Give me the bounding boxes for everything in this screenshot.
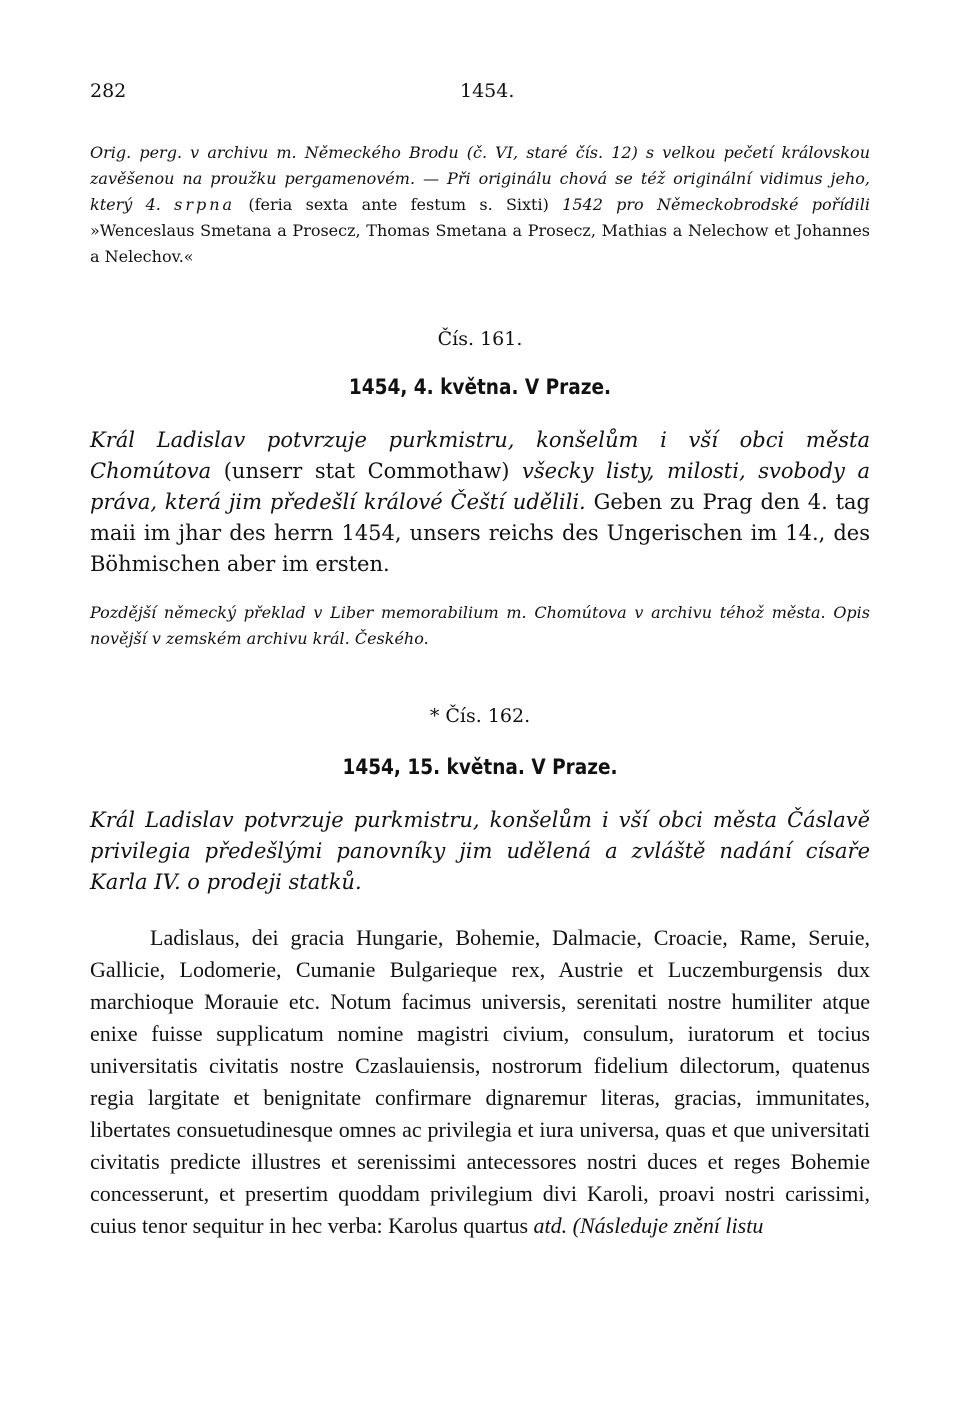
note-part-3: (feria sexta ante festum s. Sixti) bbox=[248, 195, 549, 214]
entry-162-text-c: (Následuje znění listu bbox=[572, 1213, 764, 1238]
note-part-5: »Wenceslaus Smetana a Prosecz, Thomas Smetana a Prosecz, Mathias a Nelechow et Johannes a Nelechov.« bbox=[90, 221, 870, 266]
page-number: 282 bbox=[90, 80, 127, 102]
previous-entry-source-note bbox=[90, 140, 870, 270]
note-part-4: 1542 pro Německobrodské pořídili bbox=[562, 195, 871, 214]
entry-161-number: Čís. 161. bbox=[437, 328, 523, 350]
entry-161-regest-c: všecky listy, milosti, svobody a práva, která jim předešlí králové Čeští udělili. bbox=[90, 459, 870, 514]
entry-162-text-a: Ladislaus, dei gracia Hungarie, Bohemie, Dalmacie, Croacie, Rame, Seruie, Gallicie, Lodomerie, Cumanie Bulgarieque rex, Austrie et Luczemburgensis dux marchioque Morauie etc. Notum facimus universis, serenitati nostre humiliter atque enixe fuisse supplicatum nomine magistri civium, consulum, iuratorum et tocius universitatis civitatis nostre Czaslauiensis, nostrorum fidelium dilectorum, quatenus regia largitate et benignitate confirmare dignaremur literas, gracias, immunitates, libertates consuetudinesque omnes ac privilegia et iura universa, quas et que universitati civitatis predicte illustres et serenissimi antecessores nostri duces et reges Bohemie concesserunt, et presertim quoddam privilegium divi Karoli, proavi nostri carissimi, cuius tenor sequitur in hec verba: Karolus quartus bbox=[90, 925, 870, 1238]
entry-161-dateline: 1454, 4. května. V Praze. bbox=[348, 375, 612, 399]
entry-162-text bbox=[90, 922, 870, 1242]
entry-162-regest-text: Král Ladislav potvrzuje purkmistru, konšelům i vší obci města Čáslavě privilegia předešlými panovníky jim udělená a zvláště nadání císaře Karla IV. o prodeji statků. bbox=[90, 808, 870, 894]
page-header bbox=[90, 80, 870, 110]
entry-162-dateline: 1454, 15. května. V Praze. bbox=[342, 755, 618, 779]
entry-162-number: * Čís. 162. bbox=[429, 705, 531, 727]
entry-161-regest-d: Geben zu Prag den 4. tag maii im jhar des herrn 1454, unsers reichs des Ungerischen im 14., des Böhmischen aber im ersten. bbox=[90, 490, 870, 576]
note-part-2: srpna bbox=[174, 195, 236, 214]
entry-161-regest-b: (unserr stat Commothaw) bbox=[223, 459, 510, 483]
running-head-year: 1454. bbox=[460, 80, 515, 102]
note-part-1: Orig. perg. v archivu m. Německého Brodu (č. VI, staré čís. 12) s velkou pečetí královskou zavěšenou na proužku pergamenovém. — Při originálu chová se též originální vidimus jeho, který 4. bbox=[90, 143, 870, 214]
entry-162-text-b: atd. bbox=[533, 1213, 568, 1238]
entry-161-regest bbox=[90, 425, 870, 580]
entry-161-regest-a: Král Ladislav potvrzuje purkmistru, konšelům i vší obci města Chomútova bbox=[90, 428, 870, 483]
entry-162-regest bbox=[90, 805, 870, 898]
entry-161-source: Pozdější německý překlad v Liber memorabilium m. Chomútova v archivu téhož města. Opis novější v zemském archivu král. Českého. bbox=[90, 603, 870, 648]
